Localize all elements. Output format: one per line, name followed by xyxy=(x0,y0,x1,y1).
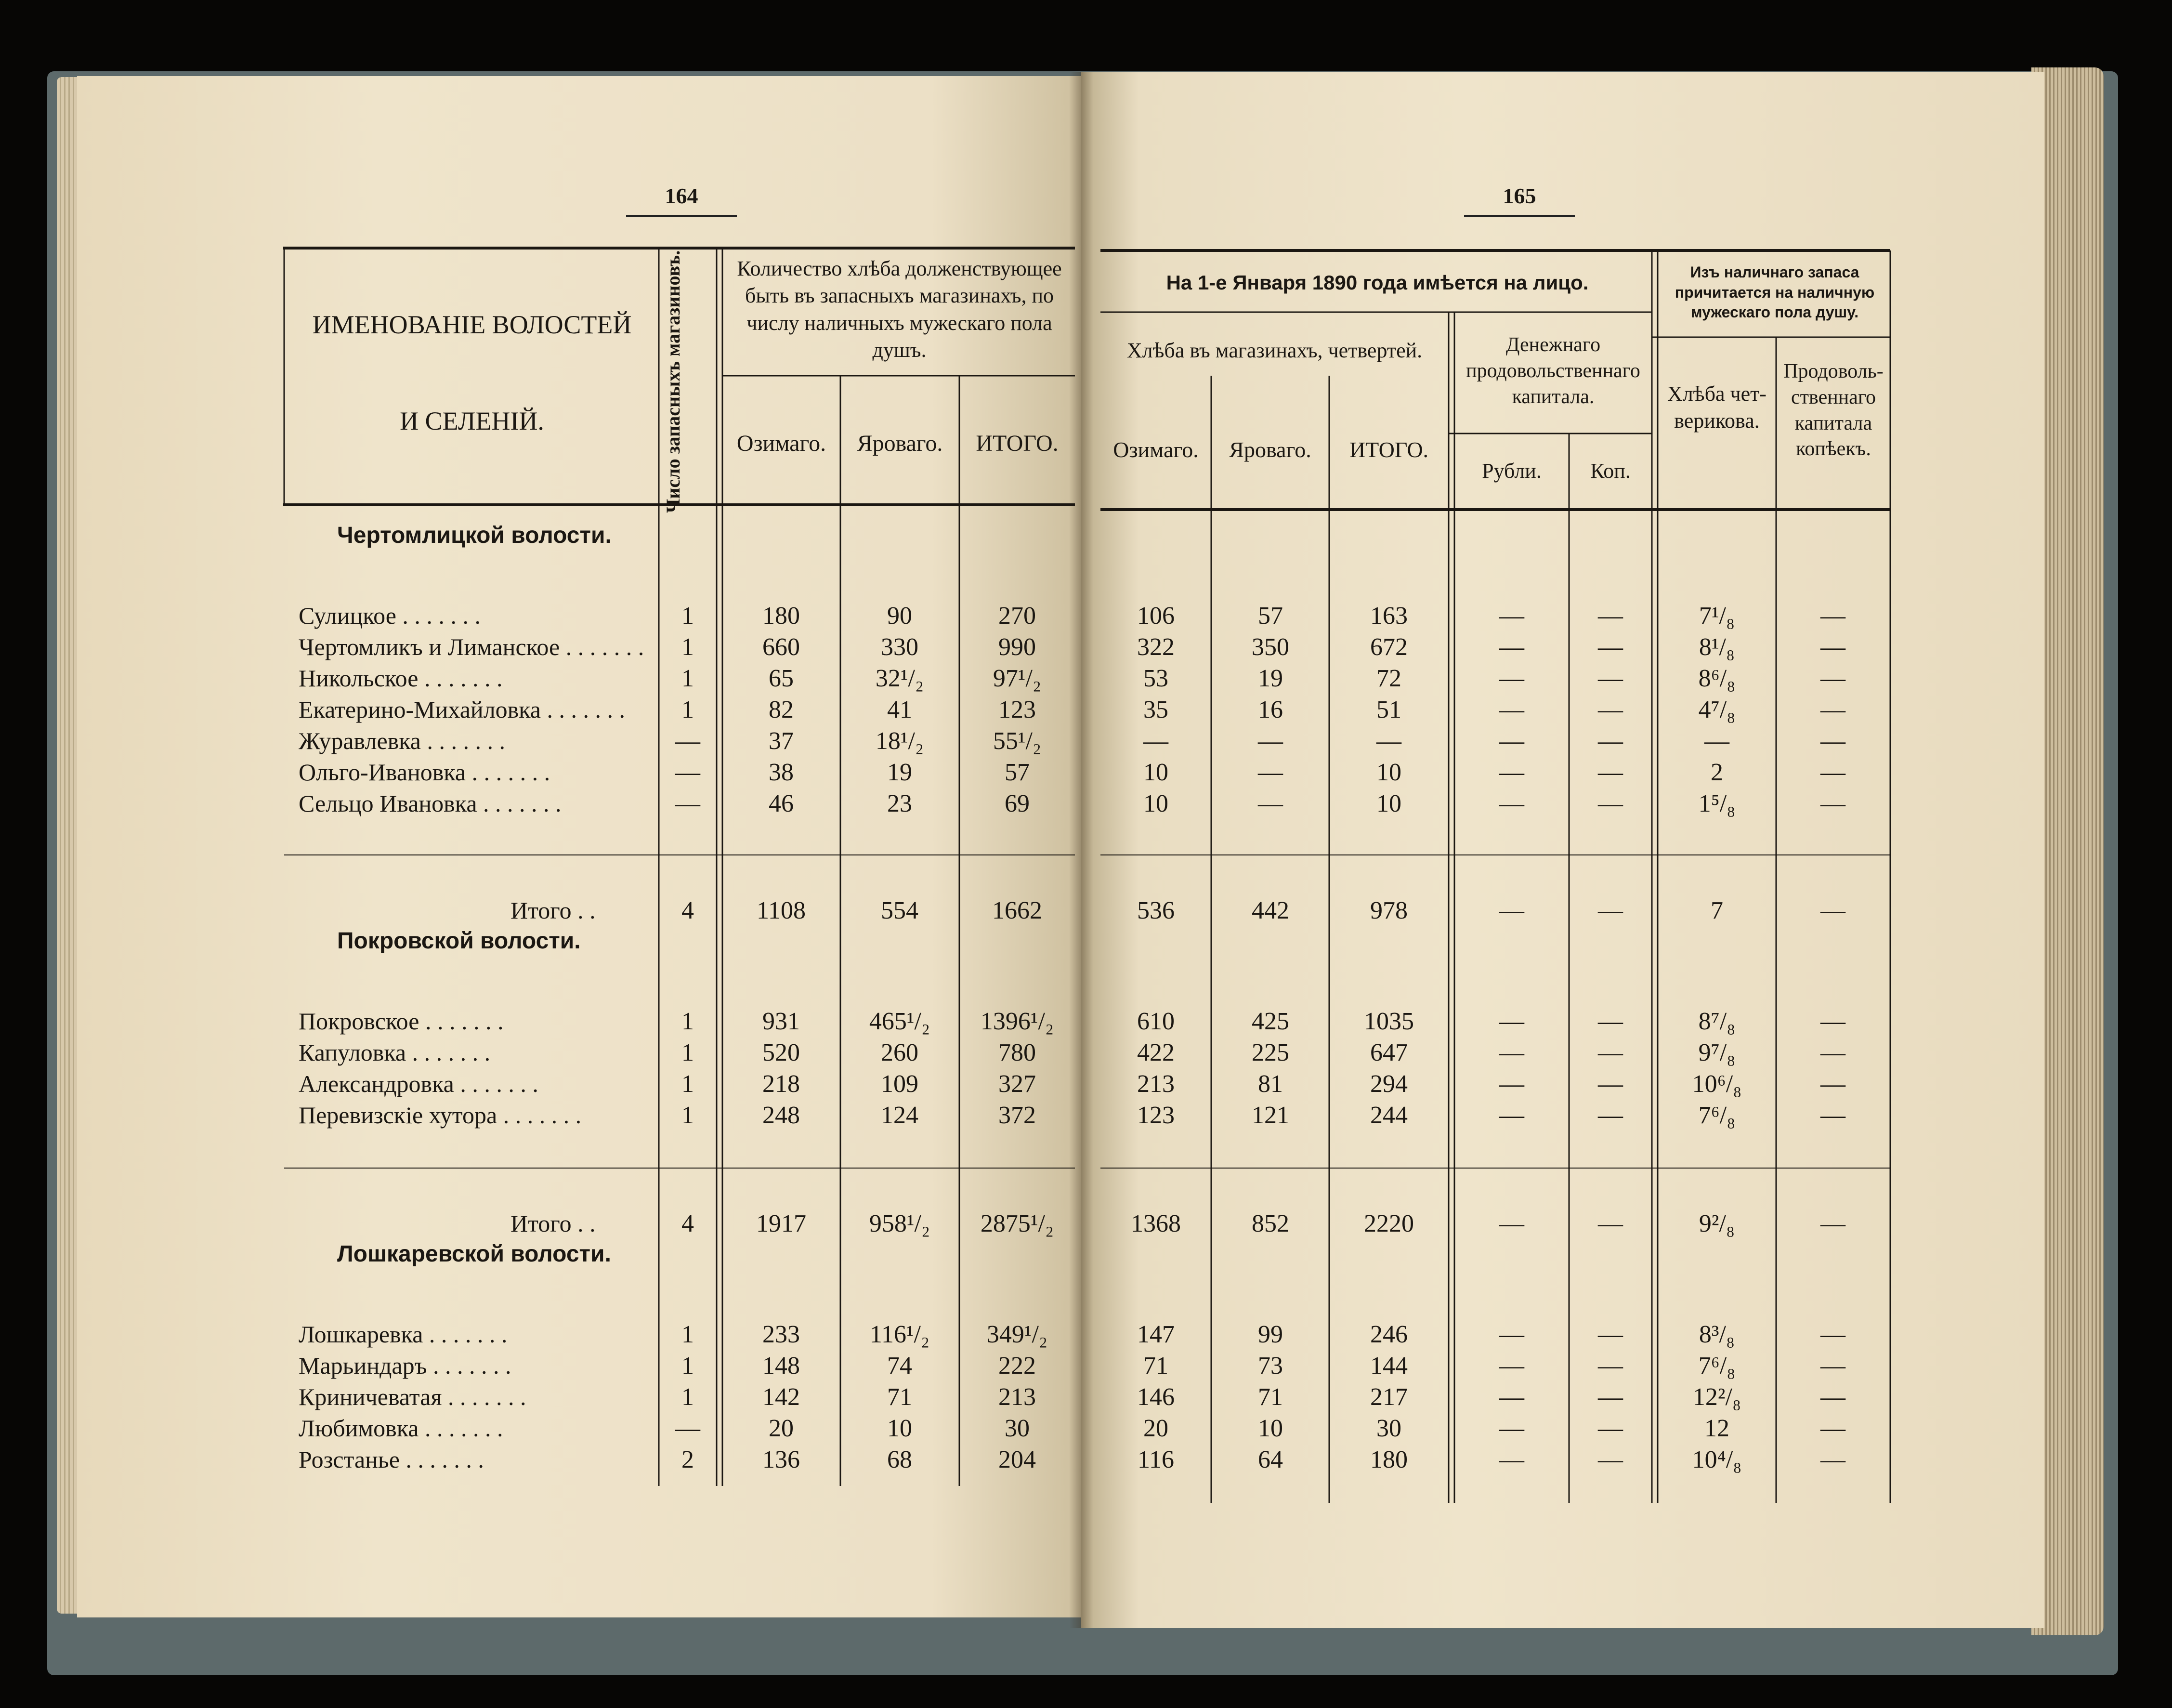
page-number-left: 164 xyxy=(665,184,698,208)
cell-k: — xyxy=(1598,790,1623,817)
cell-t: 30 xyxy=(1005,1415,1030,1442)
cell-y: 124 xyxy=(881,1102,918,1129)
cell-g: 4⁷/₈ xyxy=(1698,696,1736,723)
header-kop: Коп. xyxy=(1590,459,1631,483)
cell-y2: 425 xyxy=(1252,1008,1289,1035)
cell-y: 23 xyxy=(887,790,912,817)
total-label: Итого . . xyxy=(510,897,596,924)
cell-t: 213 xyxy=(998,1383,1036,1411)
cell-k: — xyxy=(1598,696,1623,723)
section-title: Лошкаревской волости. xyxy=(337,1241,611,1267)
cell-st: 1 xyxy=(681,1321,694,1348)
cell-y2: — xyxy=(1258,790,1283,817)
total-cell-t: 2875¹/₂ xyxy=(980,1210,1054,1237)
cell-r: — xyxy=(1499,602,1524,630)
cell-t2: 244 xyxy=(1370,1102,1408,1129)
cell-t: 222 xyxy=(998,1352,1036,1380)
cell-t2: 30 xyxy=(1376,1415,1401,1442)
cell-g: 12 xyxy=(1704,1415,1729,1442)
cell-y: 330 xyxy=(881,633,918,661)
row-name: Никольское . . . . . . . xyxy=(299,665,503,692)
cell-k: — xyxy=(1598,1008,1623,1035)
row-name: Екатерино-Михайловка . . . . . . . xyxy=(299,696,625,723)
cell-o: 46 xyxy=(769,790,794,817)
cell-f: — xyxy=(1820,1102,1845,1129)
cell-g: 9⁷/₈ xyxy=(1698,1039,1736,1066)
total-cell-y: 958¹/₂ xyxy=(869,1210,930,1237)
cell-t2: 72 xyxy=(1376,665,1401,692)
cell-o: 82 xyxy=(769,696,794,723)
header-per-soul: Изъ наличнаго запаса причитается на наличную мужескаго пола душу. xyxy=(1675,263,1875,321)
cell-o2: 10 xyxy=(1143,790,1168,817)
cell-st: 1 xyxy=(681,1102,694,1129)
section-title: Покровской волости. xyxy=(337,928,581,954)
cell-y2: 350 xyxy=(1252,633,1289,661)
header-names: ИМЕНОВАНІЕ ВОЛОСТЕЙ xyxy=(312,310,632,339)
row-name: Чертомликъ и Лиманское . . . . . . . xyxy=(299,633,644,660)
total-cell-f: — xyxy=(1820,897,1845,924)
header-grain-chetv: Хлѣба четверикова. xyxy=(1667,382,1767,433)
cell-r: — xyxy=(1499,759,1524,786)
cell-o: 148 xyxy=(762,1352,800,1380)
cell-t2: 647 xyxy=(1370,1039,1408,1066)
row-name: Криничеватая . . . . . . . xyxy=(299,1383,526,1410)
row-name: Сельцо Ивановка . . . . . . . xyxy=(299,790,562,817)
total-cell-t: 1662 xyxy=(992,897,1042,924)
cell-r: — xyxy=(1499,727,1524,755)
cell-st: — xyxy=(675,759,700,786)
cell-t: 349¹/₂ xyxy=(986,1321,1048,1348)
cell-y: 68 xyxy=(887,1446,912,1473)
cell-t: 270 xyxy=(998,602,1036,630)
cell-y: 32¹/₂ xyxy=(875,665,924,692)
cell-t: 123 xyxy=(998,696,1036,723)
cell-t2: 294 xyxy=(1370,1070,1408,1098)
cell-o: 520 xyxy=(762,1039,800,1066)
cell-g: 7⁶/₈ xyxy=(1698,1102,1736,1129)
header-required: Количество хлѣба долженствующее быть въ запасныхъ магазинахъ, по числу наличныхъ мужескаго пола душъ. xyxy=(737,257,1062,362)
cell-g: 10⁶/₈ xyxy=(1692,1070,1742,1098)
cell-st: 1 xyxy=(681,1070,694,1098)
cell-o2: — xyxy=(1143,727,1168,755)
total-cell-t2: 2220 xyxy=(1364,1210,1414,1237)
cell-o2: 116 xyxy=(1137,1446,1175,1473)
cell-y2: 16 xyxy=(1258,696,1283,723)
total-cell-k: — xyxy=(1598,1210,1623,1237)
cell-y: 109 xyxy=(881,1070,918,1098)
cell-r: — xyxy=(1499,665,1524,692)
header-stores: Число запасныхъ магазиновъ. xyxy=(662,250,684,513)
cell-g: 7⁶/₈ xyxy=(1698,1352,1736,1380)
total-cell-g: 9²/₈ xyxy=(1699,1210,1735,1237)
total-cell-st: 4 xyxy=(681,1210,694,1237)
cell-k: — xyxy=(1598,1446,1623,1473)
row-name: Ольго-Ивановка . . . . . . . xyxy=(299,759,550,786)
cell-r: — xyxy=(1499,1415,1524,1442)
cell-t: 1396¹/₂ xyxy=(980,1008,1054,1035)
cell-st: — xyxy=(675,727,700,755)
header-itogo: ИТОГО. xyxy=(976,431,1059,456)
cell-o: 233 xyxy=(762,1321,800,1348)
cell-st: 1 xyxy=(681,1383,694,1411)
header-food-capital: Продовольственнаго капитала копѣекъ. xyxy=(1783,360,1884,460)
cell-y: 10 xyxy=(887,1415,912,1442)
cell-y2: 71 xyxy=(1258,1383,1283,1411)
cell-st: 1 xyxy=(681,1352,694,1380)
cell-t: 372 xyxy=(998,1102,1036,1129)
row-name: Сулицкое . . . . . . . xyxy=(299,602,481,629)
cell-o: 931 xyxy=(762,1008,800,1035)
total-cell-st: 4 xyxy=(681,897,694,924)
cell-st: 1 xyxy=(681,1008,694,1035)
cell-y: 18¹/₂ xyxy=(875,727,924,755)
cell-o2: 213 xyxy=(1137,1070,1175,1098)
header-ozim: Озимаго. xyxy=(736,431,826,456)
cell-o2: 10 xyxy=(1143,759,1168,786)
cell-r: — xyxy=(1499,1070,1524,1098)
cell-o: 65 xyxy=(769,665,794,692)
cell-o: 38 xyxy=(769,759,794,786)
cell-y: 71 xyxy=(887,1383,912,1411)
cell-r: — xyxy=(1499,1352,1524,1380)
total-cell-r: — xyxy=(1499,1210,1524,1237)
total-cell-y2: 442 xyxy=(1252,897,1289,924)
cell-f: — xyxy=(1820,1070,1845,1098)
cell-t2: 180 xyxy=(1370,1446,1408,1473)
cell-r: — xyxy=(1499,1383,1524,1411)
cell-g: 8³/₈ xyxy=(1699,1321,1735,1348)
total-cell-t2: 978 xyxy=(1370,897,1408,924)
cell-f: — xyxy=(1820,1352,1845,1380)
cell-f: — xyxy=(1820,602,1845,630)
cell-y2: 81 xyxy=(1258,1070,1283,1098)
page-number-right: 165 xyxy=(1503,184,1536,208)
cell-g: 7¹/₈ xyxy=(1699,602,1735,630)
cell-o: 660 xyxy=(762,633,800,661)
cell-r: — xyxy=(1499,1321,1524,1348)
cell-f: — xyxy=(1820,1039,1845,1066)
cell-r: — xyxy=(1499,1039,1524,1066)
total-cell-o: 1108 xyxy=(756,897,806,924)
cell-o: 248 xyxy=(762,1102,800,1129)
row-name: Капуловка . . . . . . . xyxy=(299,1039,491,1066)
total-cell-k: — xyxy=(1598,897,1623,924)
header-ozim-2: Озимаго. xyxy=(1113,437,1199,462)
cell-o2: 20 xyxy=(1143,1415,1168,1442)
cell-t: 204 xyxy=(998,1446,1036,1473)
cell-k: — xyxy=(1598,1102,1623,1129)
header-itogo-2: ИТОГО. xyxy=(1349,437,1429,462)
header-names-2: И СЕЛЕНІЙ. xyxy=(400,407,544,435)
cell-f: — xyxy=(1820,1415,1845,1442)
cell-k: — xyxy=(1598,602,1623,630)
total-cell-o: 1917 xyxy=(756,1210,806,1237)
cell-g: 10⁴/₈ xyxy=(1692,1446,1742,1473)
cell-t2: 217 xyxy=(1370,1383,1408,1411)
cell-t: 55¹/₂ xyxy=(993,727,1042,755)
cell-f: — xyxy=(1820,1008,1845,1035)
cell-o2: 106 xyxy=(1137,602,1175,630)
total-label: Итого . . xyxy=(510,1210,596,1237)
cell-o2: 146 xyxy=(1137,1383,1175,1411)
header-on-hand: На 1-е Января 1890 года имѣется на лицо. xyxy=(1166,271,1589,294)
cell-y2: 73 xyxy=(1258,1352,1283,1380)
cell-t2: 246 xyxy=(1370,1321,1408,1348)
cell-t2: 163 xyxy=(1370,602,1408,630)
cell-t: 780 xyxy=(998,1039,1036,1066)
cell-y2: 57 xyxy=(1258,602,1283,630)
cell-f: — xyxy=(1820,759,1845,786)
cell-y: 465¹/₂ xyxy=(869,1008,930,1035)
cell-t: 97¹/₂ xyxy=(993,665,1042,692)
cell-y2: — xyxy=(1258,759,1283,786)
cell-g: 8⁷/₈ xyxy=(1698,1008,1736,1035)
cell-f: — xyxy=(1820,633,1845,661)
cell-y2: 19 xyxy=(1258,665,1283,692)
cell-r: — xyxy=(1499,1102,1524,1129)
cell-f: — xyxy=(1820,727,1845,755)
cell-y2: 64 xyxy=(1258,1446,1283,1473)
total-cell-g: 7 xyxy=(1711,897,1723,924)
cell-o2: 123 xyxy=(1137,1102,1175,1129)
cell-o2: 71 xyxy=(1143,1352,1168,1380)
cell-o: 180 xyxy=(762,602,800,630)
cell-t: 57 xyxy=(1005,759,1030,786)
cell-y: 116¹/₂ xyxy=(869,1321,930,1348)
cell-t2: 1035 xyxy=(1364,1008,1414,1035)
cell-st: 1 xyxy=(681,665,694,692)
cell-o: 20 xyxy=(769,1415,794,1442)
cell-g: 12²/₈ xyxy=(1692,1383,1741,1411)
cell-y: 90 xyxy=(887,602,912,630)
cell-g: 2 xyxy=(1711,759,1723,786)
cell-f: — xyxy=(1820,790,1845,817)
header-yarov-2: Яроваго. xyxy=(1229,437,1311,462)
cell-st: 2 xyxy=(681,1446,694,1473)
cell-k: — xyxy=(1598,727,1623,755)
cell-o2: 610 xyxy=(1137,1008,1175,1035)
cell-r: — xyxy=(1499,790,1524,817)
header-rub: Рубли. xyxy=(1482,459,1542,483)
cell-t2: 10 xyxy=(1376,759,1401,786)
cell-f: — xyxy=(1820,1321,1845,1348)
cell-st: — xyxy=(675,790,700,817)
cell-t2: 144 xyxy=(1370,1352,1408,1380)
cell-st: 1 xyxy=(681,696,694,723)
cell-f: — xyxy=(1820,665,1845,692)
row-name: Розстанье . . . . . . . xyxy=(299,1446,484,1473)
cell-y2: 10 xyxy=(1258,1415,1283,1442)
header-money: Денежнаго продовольственнаго капитала. xyxy=(1466,334,1640,408)
cell-r: — xyxy=(1499,1008,1524,1035)
total-cell-r: — xyxy=(1499,897,1524,924)
cell-y2: — xyxy=(1258,727,1283,755)
cell-o2: 35 xyxy=(1143,696,1168,723)
cell-st: — xyxy=(675,1415,700,1442)
cell-t2: 672 xyxy=(1370,633,1408,661)
cell-k: — xyxy=(1598,1321,1623,1348)
cell-g: — xyxy=(1704,727,1729,755)
row-name: Перевизскіе хутора . . . . . . . xyxy=(299,1102,582,1129)
row-name: Покровское . . . . . . . xyxy=(299,1008,504,1035)
cell-st: 1 xyxy=(681,1039,694,1066)
cell-t2: — xyxy=(1376,727,1401,755)
cell-k: — xyxy=(1598,1070,1623,1098)
row-name: Лошкаревка . . . . . . . xyxy=(299,1321,508,1348)
cell-t2: 10 xyxy=(1376,790,1401,817)
cell-r: — xyxy=(1499,633,1524,661)
cell-y: 74 xyxy=(887,1352,912,1380)
header-yarov: Яроваго. xyxy=(857,431,943,456)
section-title: Чертомлицкой волости. xyxy=(337,523,612,548)
cell-k: — xyxy=(1598,759,1623,786)
cell-k: — xyxy=(1598,633,1623,661)
cell-t: 990 xyxy=(998,633,1036,661)
total-cell-y: 554 xyxy=(881,897,918,924)
cell-g: 8¹/₈ xyxy=(1699,633,1735,661)
cell-st: 1 xyxy=(681,602,694,630)
row-name: Журавлевка . . . . . . . xyxy=(299,727,505,754)
cell-f: — xyxy=(1820,1446,1845,1473)
cell-k: — xyxy=(1598,665,1623,692)
row-name: Марьиндаръ . . . . . . . xyxy=(299,1352,511,1379)
cell-r: — xyxy=(1499,1446,1524,1473)
total-cell-f: — xyxy=(1820,1210,1845,1237)
cell-o: 218 xyxy=(762,1070,800,1098)
cell-f: — xyxy=(1820,696,1845,723)
cell-o: 136 xyxy=(762,1446,800,1473)
header-grain: Хлѣба въ магазинахъ, четвертей. xyxy=(1126,339,1423,362)
cell-g: 1⁵/₈ xyxy=(1698,790,1736,817)
cell-o2: 53 xyxy=(1143,665,1168,692)
cell-o: 37 xyxy=(769,727,794,755)
cell-y: 19 xyxy=(887,759,912,786)
cell-o2: 147 xyxy=(1137,1321,1175,1348)
cell-y: 41 xyxy=(887,696,912,723)
cell-k: — xyxy=(1598,1352,1623,1380)
cell-f: — xyxy=(1820,1383,1845,1411)
cell-o2: 422 xyxy=(1137,1039,1175,1066)
total-cell-o2: 536 xyxy=(1137,897,1175,924)
cell-r: — xyxy=(1499,696,1524,723)
row-name: Александровка . . . . . . . xyxy=(299,1070,538,1097)
row-name: Любимовка . . . . . . . xyxy=(299,1415,503,1442)
cell-t2: 51 xyxy=(1376,696,1401,723)
cell-k: — xyxy=(1598,1415,1623,1442)
cell-t: 327 xyxy=(998,1070,1036,1098)
cell-y2: 121 xyxy=(1252,1102,1289,1129)
cell-o2: 322 xyxy=(1137,633,1175,661)
cell-y2: 99 xyxy=(1258,1321,1283,1348)
cell-k: — xyxy=(1598,1039,1623,1066)
total-cell-o2: 1368 xyxy=(1131,1210,1181,1237)
cell-y2: 225 xyxy=(1252,1039,1289,1066)
cell-st: 1 xyxy=(681,633,694,661)
cell-y: 260 xyxy=(881,1039,918,1066)
total-cell-y2: 852 xyxy=(1252,1210,1289,1237)
cell-k: — xyxy=(1598,1383,1623,1411)
cell-t: 69 xyxy=(1005,790,1030,817)
cell-o: 142 xyxy=(762,1383,800,1411)
cell-g: 8⁶/₈ xyxy=(1698,665,1736,692)
